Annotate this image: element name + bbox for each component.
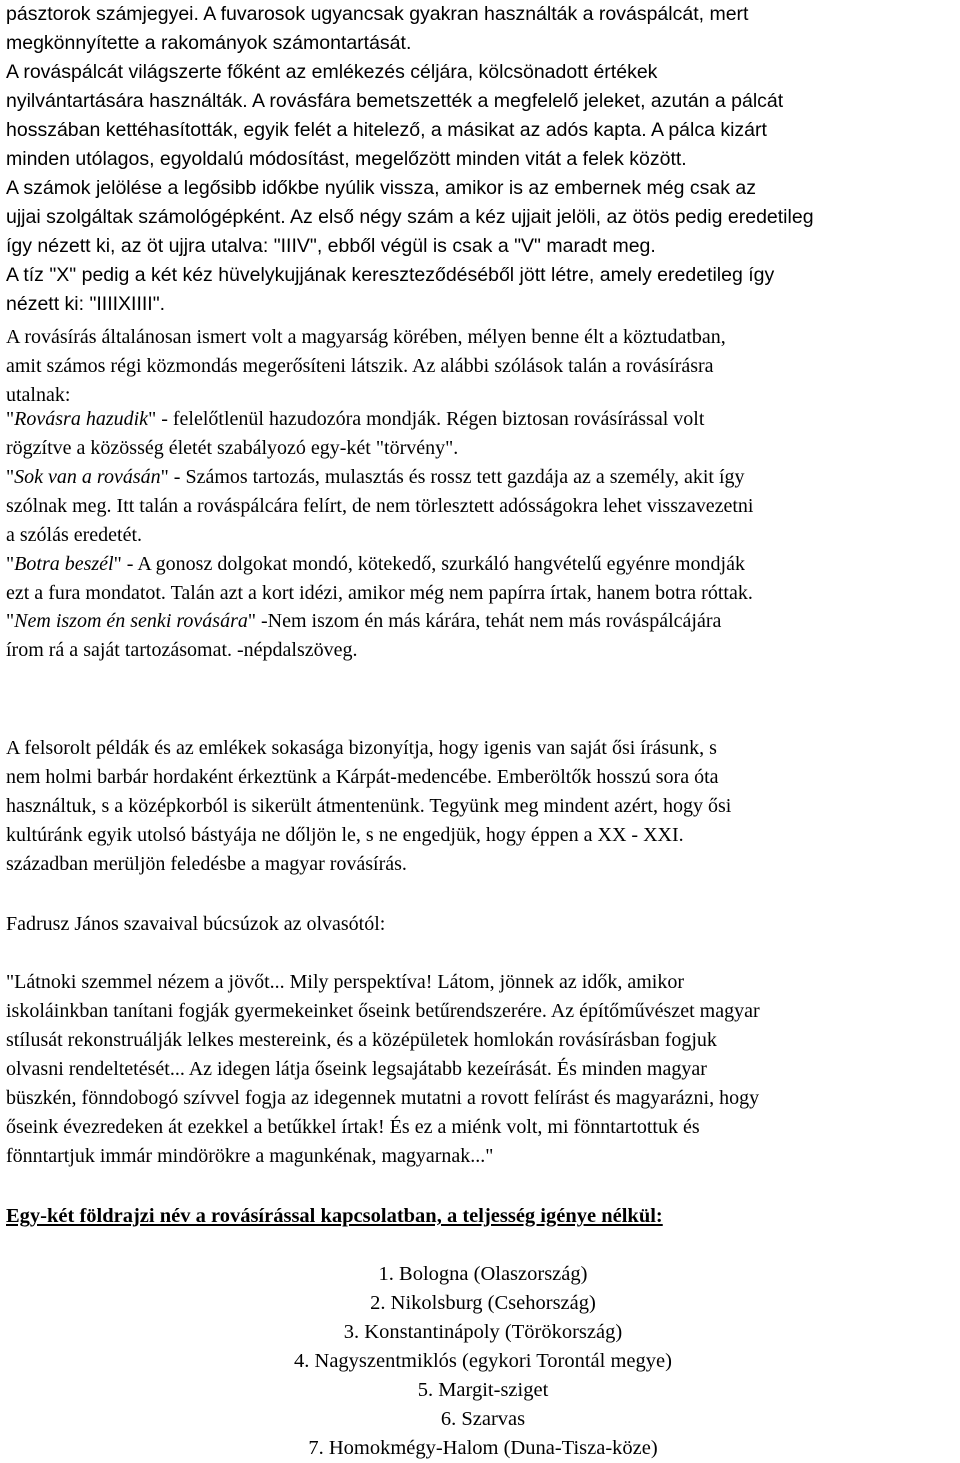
place-item: 3. Konstantinápoly (Törökország) (343, 1321, 623, 1343)
quote-line: stílusát rekonstruálják lelkes mestereink, és a középületek homlokán rovásírásban fogjuk (6, 1029, 717, 1051)
text-line: kultúránk egyik utolsó bástyája ne dőljön le, s ne engedjük, hogy éppen a XX - XXI. (6, 824, 684, 846)
place-item: 6. Szarvas (440, 1408, 526, 1430)
text-line: pásztorok számjegyei. A fuvarosok ugyancsak gyakran használták a rováspálcát, mert (6, 3, 749, 25)
places-heading: Egy-két földrajzi név a rovásírással kapcsolatban, a teljesség igénye nélkül: (6, 1205, 663, 1227)
text-line: amit számos régi közmondás megerősíteni látszik. Az alábbi szólások talán a rovásírásra (6, 355, 714, 377)
text-line: megkönnyítette a rakományok számontartását. (6, 32, 412, 54)
quote-line: olvasni rendeltetését... Az idegen látja őseink legsajátabb kezeírását. És minden magyar (6, 1058, 707, 1080)
saying-phrase: Botra beszél (14, 553, 114, 575)
text-line: szólnak meg. Itt talán a rováspálcára felírt, de nem törlesztett adósságokra lehet visszavezetni (6, 495, 754, 517)
text-line: így nézett ki, az öt ujjra utalva: "IIIV", ebből végül is csak a "V" maradt meg. (6, 235, 656, 257)
text-line: hosszában kettéhasították, egyik felét a hitelező, a másikat az adós kapta. A pálca kizárt (6, 119, 767, 141)
saying-phrase: Rovásra hazudik (14, 408, 149, 430)
saying-line: "Botra beszél" - A gonosz dolgokat mondó, kötekedő, szurkáló hangvételű egyénre mondják (6, 553, 745, 575)
text-line: a szólás eredetét. (6, 524, 143, 546)
saying-explanation: " - Számos tartozás, mulasztás és rossz tett gazdája az a személy, akit így (160, 466, 745, 488)
place-item: 1. Bologna (Olaszország) (378, 1263, 588, 1285)
text-line: minden utólagos, egyoldalú módosítást, megelőzött minden vitát a felek között. (6, 148, 687, 170)
saying-line: "Sok van a rovásán" - Számos tartozás, mulasztás és rossz tett gazdája az a személy, akit így (6, 466, 745, 488)
text-line: használtuk, s a középkorból is sikerült átmentenünk. Tegyünk meg mindent azért, hogy ősi (6, 795, 732, 817)
text-line: A felsorolt példák és az emlékek sokasága bizonyítja, hogy igenis van saját ősi írásunk, s (6, 737, 717, 759)
text-line: rögzítve a közösség életét szabályozó egy-két "törvény". (6, 437, 459, 459)
text-line: A számok jelölése a legősibb időkbe nyúlik vissza, amikor is az embernek még csak az (6, 177, 757, 199)
place-item: 2. Nikolsburg (Csehország) (370, 1292, 596, 1314)
saying-phrase: Sok van a rovásán (14, 466, 161, 488)
quote-line: "Látnoki szemmel nézem a jövőt... Mily perspektíva! Látom, jönnek az idők, amikor (6, 971, 684, 993)
saying-line: "Nem iszom én senki rovására" -Nem iszom én más kárára, tehát nem más rováspálcájára (6, 610, 722, 632)
places-list (0, 1260, 960, 1463)
saying-line: "Rovásra hazudik" - felelőtlenül hazudozóra mondják. Régen biztosan rovásírással volt (6, 408, 705, 430)
place-item: 5. Margit-sziget (417, 1379, 549, 1401)
text-line: A rováspálcát világszerte főként az emlékezés céljára, kölcsönadott értékek (6, 61, 658, 83)
text-line: A rovásírás általánosan ismert volt a magyarság körében, mélyen benne élt a köztudatban, (6, 326, 726, 348)
place-item: 7. Homokmégy-Halom (Duna-Tisza-köze) (308, 1437, 658, 1459)
intro-line: Fadrusz János szavaival búcsúzok az olvasótól: (6, 913, 386, 935)
text-line: utalnak: (6, 384, 71, 406)
saying-phrase: Nem iszom én senki rovására (14, 610, 248, 632)
quote-line: fönntartjuk immár mindörökre a magunkénak, magyarnak..." (6, 1145, 494, 1167)
text-line: írom rá a saját tartozásomat. -népdalszöveg. (6, 639, 358, 661)
place-item: 4. Nagyszentmiklós (egykori Torontál megye) (294, 1350, 672, 1372)
text-line: nyilvántartására használták. A rovásfára bemetszették a megfelelő jeleket, azután a pálcát (6, 90, 784, 112)
saying-explanation: " -Nem iszom én más kárára, tehát nem más rováspálcájára (247, 610, 722, 632)
quote-line: őseink évezredeken át ezekkel a betűkkel írtak! És ez a miénk volt, mi fönntartottuk és (6, 1116, 700, 1138)
text-line: nem holmi barbár hordaként érkeztünk a Kárpát-medencébe. Emberöltők hosszú sora óta (6, 766, 719, 788)
text-line: ujjai szolgáltak számológépként. Az első négy szám a kéz ujjait jelöli, az ötös pedig eredetileg (6, 206, 814, 228)
quote-line: iskoláinkban tanítani fogják gyermekeinket őseink betűrendszerére. Az építőművészet magyar (6, 1000, 760, 1022)
saying-explanation: " - felelőtlenül hazudozóra mondják. Régen biztosan rovásírással volt (148, 408, 705, 430)
quote-line: büszkén, fönndobogó szívvel fogja az idegennek mutatni a rovott felírást és magyarázni, hogy (6, 1087, 760, 1109)
text-line: A tíz "X" pedig a két kéz hüvelykujjának kereszteződéséből jött létre, amely eredetileg így (6, 264, 775, 286)
text-line: nézett ki: "IIIIXIIII". (6, 293, 166, 315)
text-line: században merüljön feledésbe a magyar rovásírás. (6, 853, 407, 875)
saying-explanation: " - A gonosz dolgokat mondó, kötekedő, szurkáló hangvételű egyénre mondják (113, 553, 745, 575)
text-line: ezt a fura mondatot. Talán azt a kort idézi, amikor még nem papírra írtak, hanem botra róttak. (6, 582, 753, 604)
